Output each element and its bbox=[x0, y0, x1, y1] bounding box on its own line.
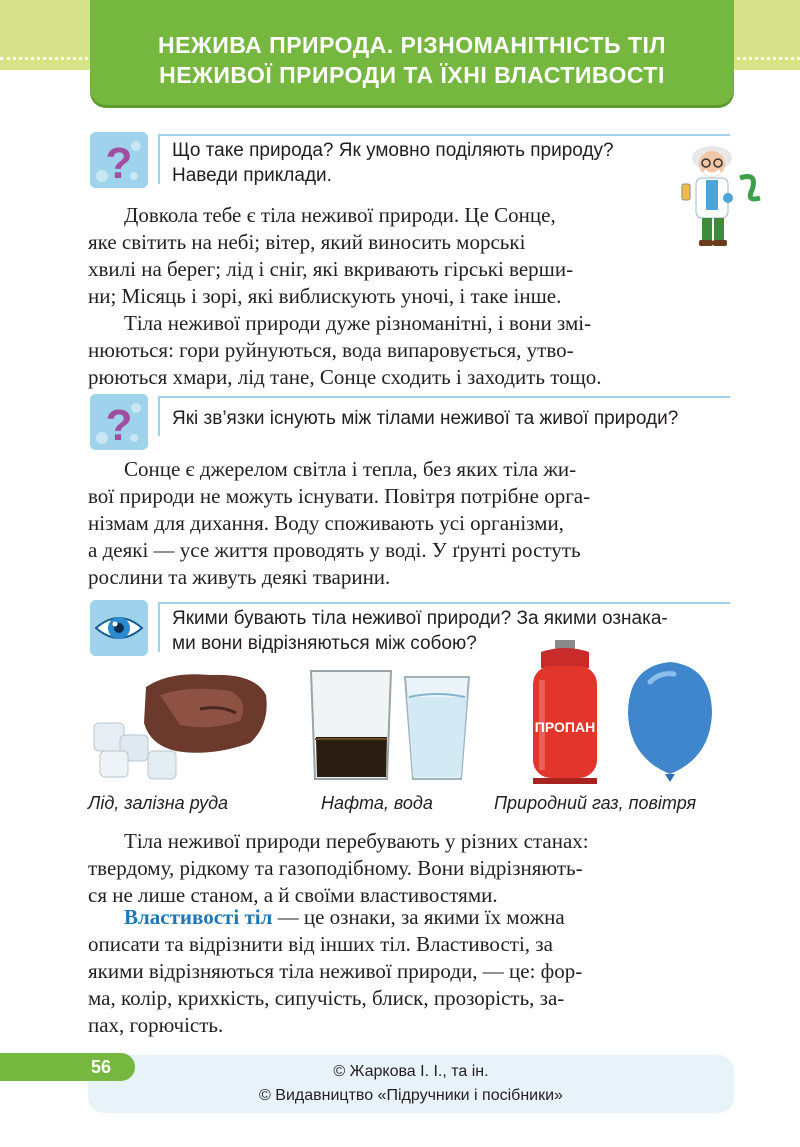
question-text: Що таке природа? Як умовно поділяють природу? Наведи приклади. bbox=[172, 140, 614, 186]
cylinder-label: ПРОПАН bbox=[534, 719, 596, 735]
paragraph-1-cont: хвилі на берег; лід і сніг, які вкривають гірські верши- ни; Місяць і зорі, які виблискують уночі, і таке інше. bbox=[88, 257, 574, 308]
copyright-authors: © Жаркова І. І., та ін. bbox=[333, 1063, 489, 1080]
caption-oil-water: Нафта, вода bbox=[321, 793, 433, 813]
question-rule-vertical bbox=[158, 134, 160, 184]
title-line-2: НЕЖИВОЇ ПРИРОДИ ТА ЇХНІ ВЛАСТИВОСТІ bbox=[159, 61, 665, 88]
term-properties: Властивості тіл bbox=[124, 905, 273, 929]
question-mark-icon bbox=[90, 394, 148, 450]
paragraph-4: Тіла неживої природи перебувають у різних станах: твердому, рідкому та газоподібному. Вони відрізняють- ся не лише станом, а й своїми властивостями. bbox=[88, 829, 589, 907]
observe-rule bbox=[158, 602, 730, 604]
balloon-image bbox=[620, 658, 720, 788]
paragraph-1: Довкола тебе є тіла неживої природи. Це Сонце, яке світить на небі; вітер, який виносить морські bbox=[88, 203, 556, 254]
paragraph-5-first-line: Властивості тіл — це ознаки, за якими їх можна bbox=[124, 905, 565, 929]
copyright-publisher: © Видавництво «Підручники і посібники» bbox=[259, 1087, 563, 1104]
eye-icon bbox=[90, 600, 148, 656]
question-text: Які зв’язки існують між тілами неживої та живої природи? bbox=[172, 408, 679, 429]
title-banner bbox=[90, 0, 734, 105]
question-box-1 bbox=[90, 132, 730, 192]
page-number: 56 bbox=[0, 1053, 135, 1081]
observe-box bbox=[90, 600, 730, 660]
title-line-1: НЕЖИВА ПРИРОДА. РІЗНОМАНІТНІСТЬ ТІЛ bbox=[157, 31, 667, 58]
observe-rule-vertical bbox=[158, 602, 160, 652]
header-dots-right bbox=[730, 57, 800, 64]
question-rule-vertical bbox=[158, 396, 160, 436]
ice-and-iron-ore-image bbox=[80, 665, 280, 785]
question-box-2 bbox=[90, 394, 730, 454]
scientist-illustration bbox=[668, 138, 770, 248]
paragraph-3: Сонце є джерелом світла і тепла, без яких тіла жи- вої природи не можуть існувати. Повітря потрібне орга- нізмам для дихання. Воду споживають усі організми, а деякі — усе життя проводять у воді. У ґрунті ростуть рослини та живуть деякі тварини. bbox=[88, 457, 591, 589]
paragraph-2: Тіла неживої природи дуже різноманітні, і вони змі- нюються: гори руйнуються, вода випаровується, утво- рюються хмари, лід тане, Сонце сходить і заходить тощо. bbox=[88, 311, 602, 389]
question-mark-icon bbox=[90, 132, 148, 188]
svg-text:?: ? bbox=[105, 401, 133, 450]
caption-ice-iron-ore: Лід, залізна руда bbox=[88, 793, 229, 813]
question-rule bbox=[158, 134, 730, 136]
gas-cylinder-image bbox=[525, 640, 605, 785]
svg-text:?: ? bbox=[105, 139, 133, 188]
header-dots-left bbox=[0, 57, 88, 64]
oil-and-water-image bbox=[305, 665, 480, 785]
caption-gas-air: Природний газ, повітря bbox=[494, 793, 697, 813]
observe-text: Якими бувають тіла неживої природи? За якими ознака- ми вони відрізняються між собою? bbox=[172, 608, 668, 654]
question-rule bbox=[158, 396, 730, 398]
paragraph-5: Властивості тіл — це ознаки, за якими їх можна описати та відрізнити від інших тіл. Властивості, за якими відрізняються тіла неживої природи, — це: фор- ма, колір, крихкість, сипучість, блиск, прозорість, за- пах, горючість. bbox=[88, 904, 736, 1039]
